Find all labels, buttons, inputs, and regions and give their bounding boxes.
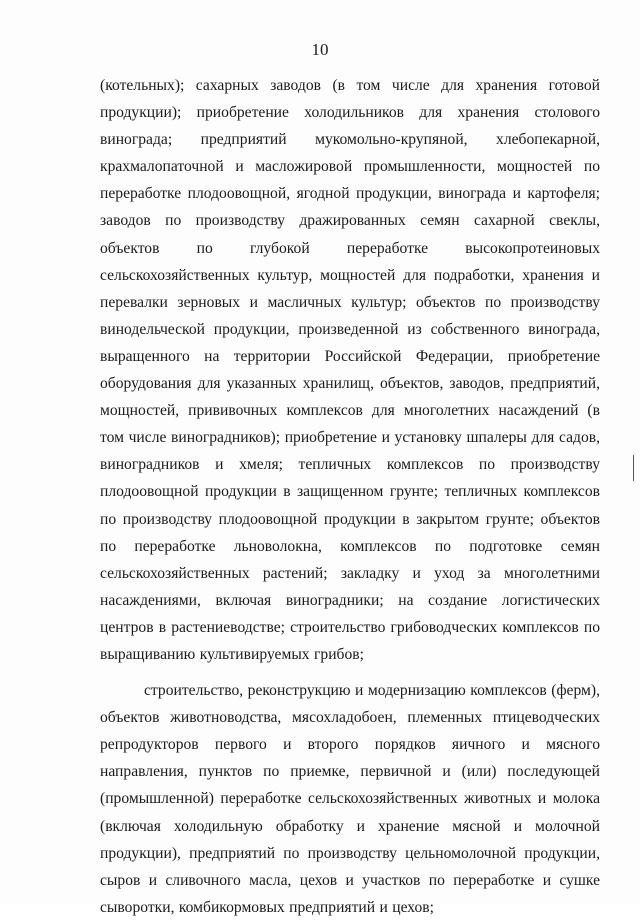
paragraph-2: строительство, реконструкцию и модернизацию комплексов (ферм), объектов животноводства, мясохладобоен, племенных птицеводческих репродукторов первого и второго порядков яичного и мясного направления, пунктов по приемке, первичной и (или) последующей (промышленной) переработке сельскохозяйственных животных и молока (включая холодильную обработку и хранение мясной и молочной продукции), предприятий по производству цельномолочной продукции, сыров и сливочного масла, цехов и участков по переработке и сушке сыворотки, комбикормовых предприятий и цехов;	[100, 682, 600, 916]
paragraph-1: (котельных); сахарных заводов (в том числе для хранения готовой продукции); приобретение холодильников для хранения столового винограда; предприятий мукомольно-крупяной, хлебопекарной, крахмалопаточной и масложировой промышленности, мощностей по переработке плодоовощной, ягодной продукции, винограда и картофеля; заводов по производству дражированных семян сахарной свеклы, объектов по глубокой переработке высокопротеиновых сельскохозяйственных культур, мощностей для подработки, хранения и перевалки зерновых и масличных культур; объектов по производству винодельческой продукции, произведенной из собственного винограда, выращенного на территории Российской Федерации, приобретение оборудования для указанных хранилищ, объектов, заводов, предприятий, мощностей, прививочных комплексов для многолетних насаждений (в том числе виноградников); приобретение и установку шпалеры для садов, виноградников и хмеля; тепличных комплексов по производству плодоовощной продукции в защищенном грунте; тепличных комплексов по производству плодоовощной продукции в закрытом грунте; объектов по переработке льноволокна, комплексов по подготовке семян сельскохозяйственных растений; закладку и уход за многолетними насаждениями, включая виноградники; на создание логистических центров в растениеводстве; строительство грибоводческих комплексов по выращиванию культивируемых грибов;	[100, 77, 600, 663]
document-body	[100, 72, 600, 921]
scan-edge-mark	[633, 455, 634, 481]
page-number: 10	[311, 40, 329, 59]
